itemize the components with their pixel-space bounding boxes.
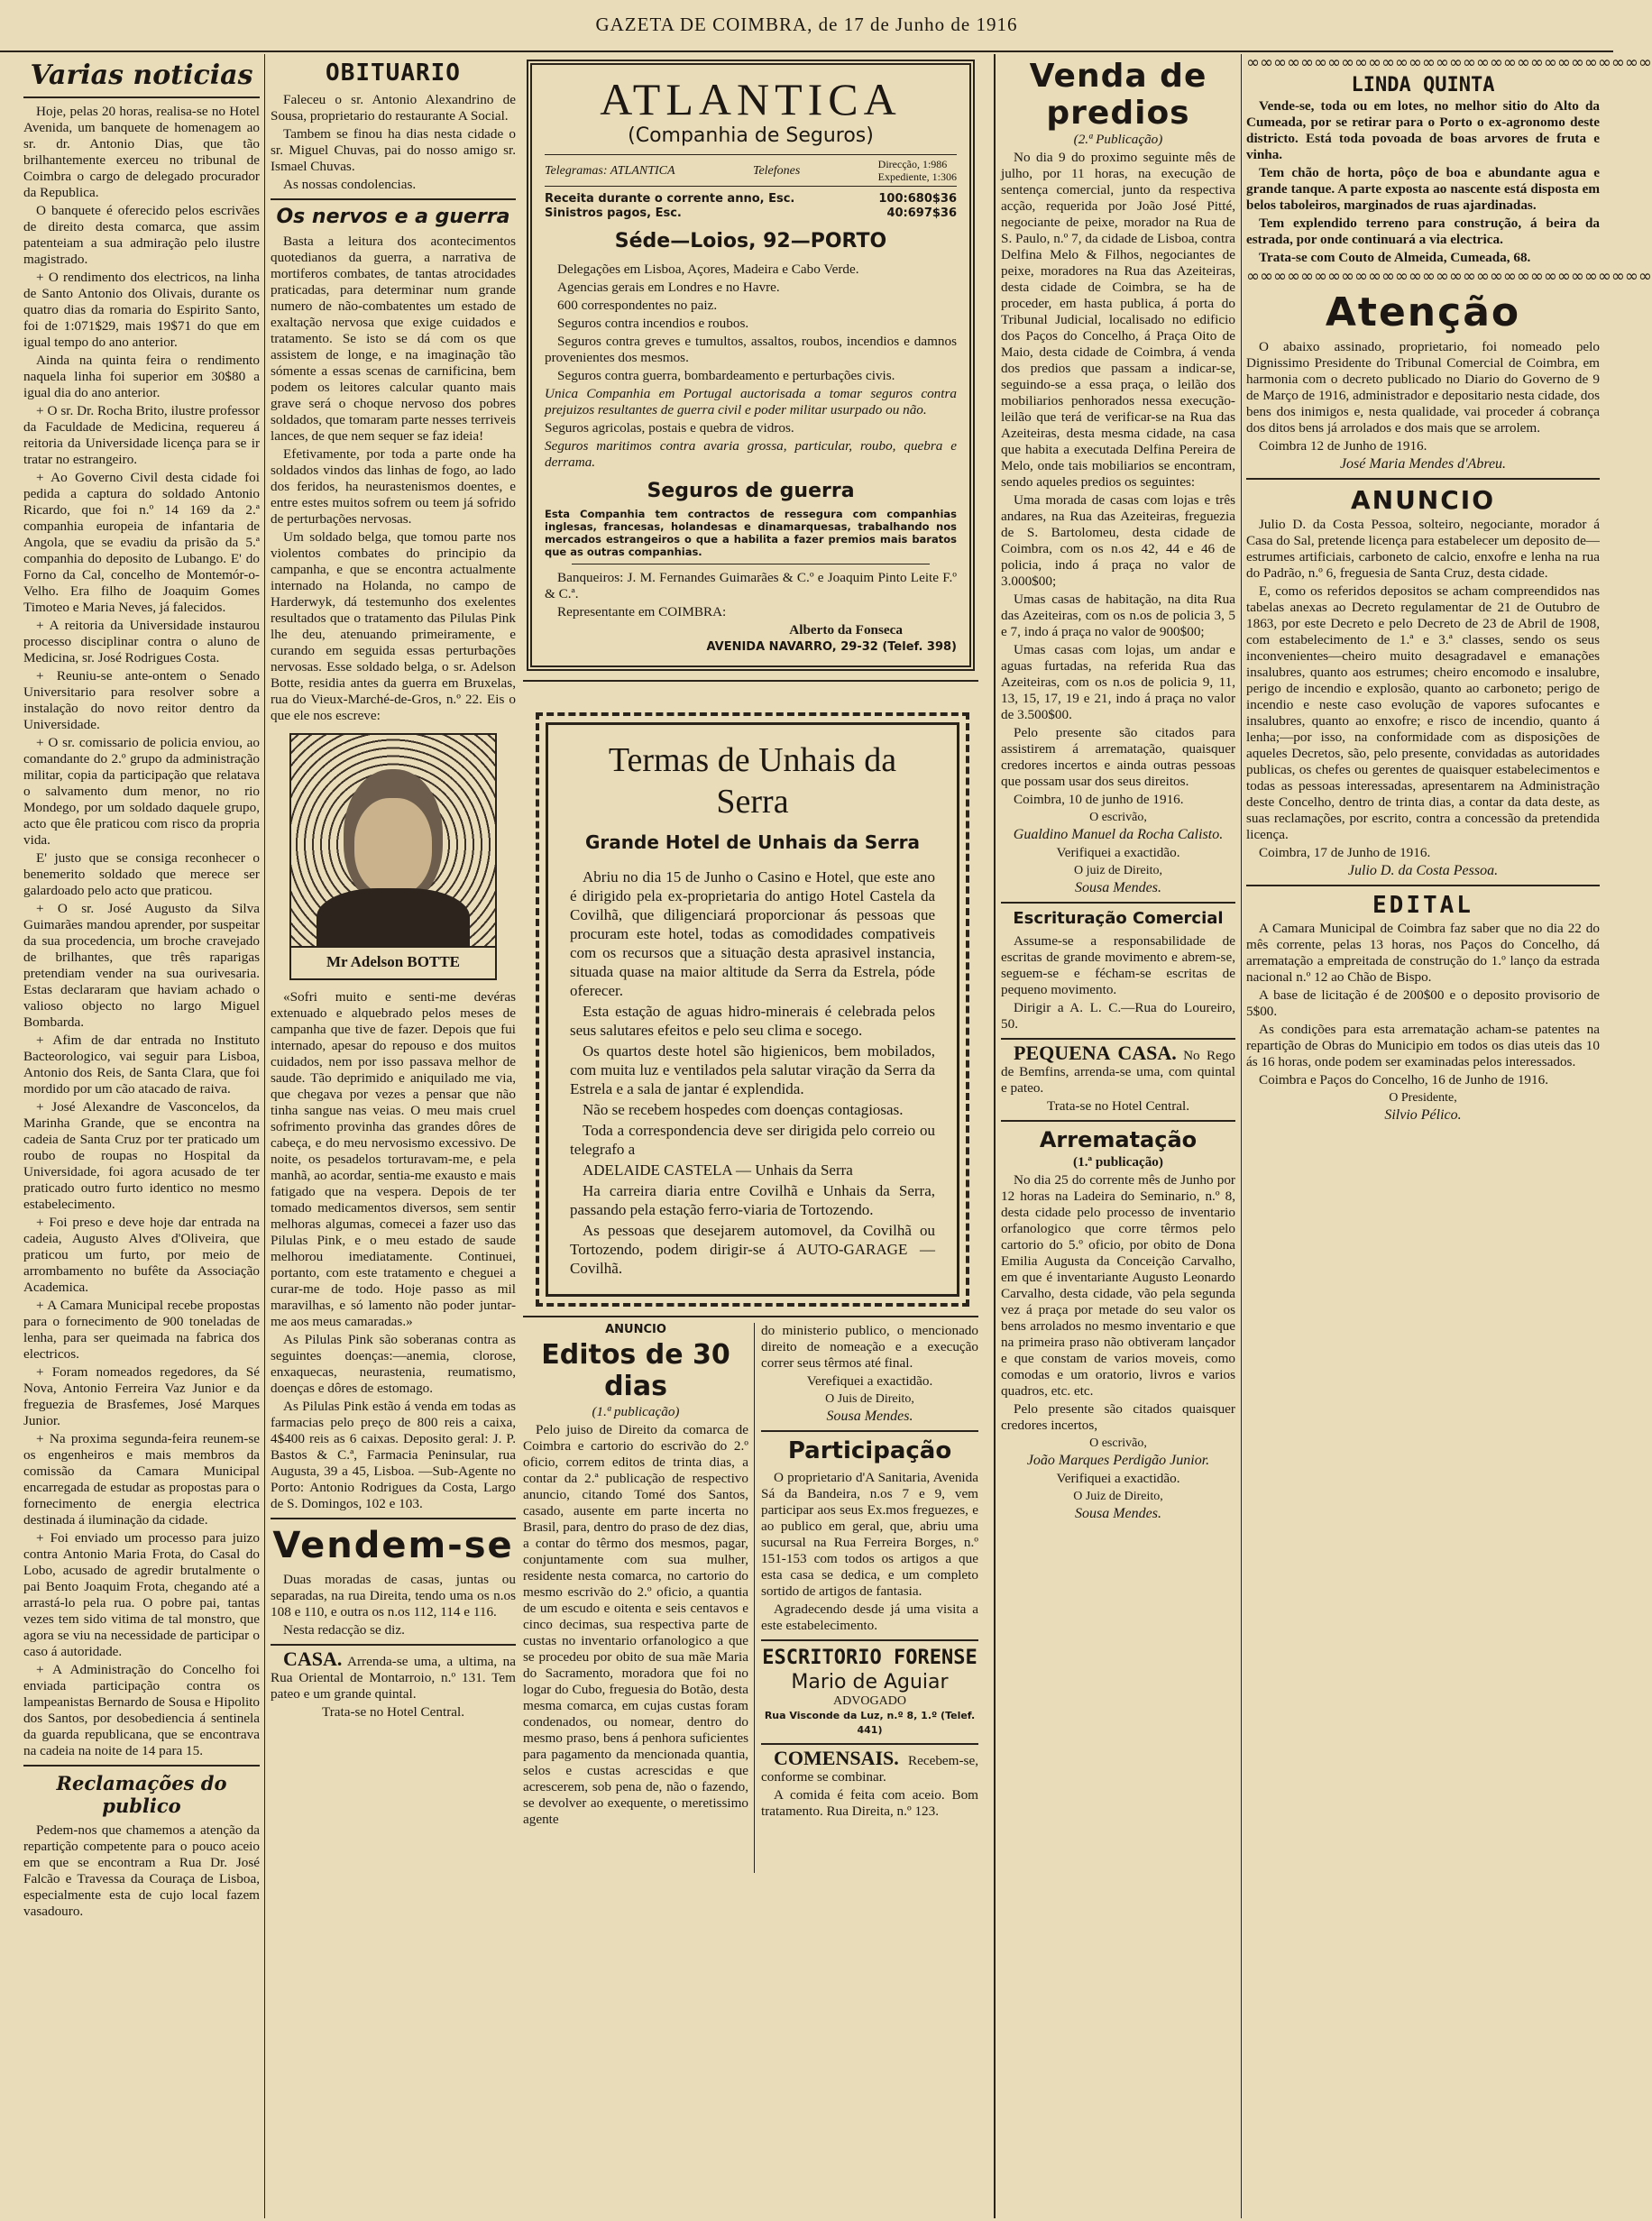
atlantica-banqueiros: Banqueiros: J. M. Fernandes Guimarães & C.º e Joaquim Pinto Leite F.º & C.ª.	[545, 570, 957, 601]
casa-text: Arrenda-se uma, a ultima, na Rua Oriental de Montarroio, n.º 131. Tem pateo e um grande quintal.	[271, 1654, 516, 1702]
venda-juiz: O juiz de Direito,	[1074, 864, 1162, 877]
paragraph: Efetivamente, por toda a parte onde ha soldados vindos das linhas de fogo, ao lado dos feridos, ha neurastenismos doentes, e entre estes muitos sofrem ou teem já sofrido de perturbações nervosas.	[271, 446, 516, 527]
editos-pub: (1.ª publicação)	[592, 1404, 680, 1419]
escritorio-title: ESCRITORIO FORENSE	[762, 1647, 977, 1669]
escritorio-name: Mario de Aguiar	[791, 1671, 949, 1693]
atlantica-lines	[545, 262, 957, 384]
escritorio-address: Rua Visconde da Luz, n.º 8, 1.º (Telef. 441)	[764, 1710, 976, 1736]
atlantica-representante: Representante em COIMBRA:	[557, 604, 727, 619]
editos-juiz: O Juis de Direito,	[825, 1392, 914, 1406]
atlantica-rep-address: AVENIDA NAVARRO, 29-32 (Telef. 398)	[706, 640, 957, 654]
receita-label: Receita durante o corrente anno, Esc.	[545, 192, 795, 206]
column-rule	[994, 54, 996, 2218]
paragraph: Trata-se com Couto de Almeida, Cumeada, 68.	[1259, 250, 1531, 265]
paragraph: Ha carreira diaria entre Covilhã e Unhais da Serra, passando pela estação ferro-viaria de Tortozendo.	[570, 1182, 935, 1218]
portrait-caption: Mr Adelson BOTTE	[291, 946, 495, 978]
paragraph: + A Camara Municipal recebe propostas para o fornecimento de 900 toneladas de lenha, para ser queimada na fabrica dos electricos.	[23, 1298, 260, 1362]
linda-body	[1246, 98, 1600, 266]
paragraph: Assume-se a responsabilidade de escritas de grande movimento e abrem-se, seguem-se e fécham-se escritas de pequeno movimento.	[1001, 933, 1235, 997]
arrematacao-verif: Verifiquei a exactidão.	[1056, 1471, 1180, 1486]
atlantica-receita	[545, 192, 957, 206]
column-3-lower	[523, 1323, 978, 1873]
paragraph: Julio D. da Costa Pessoa, solteiro, negociante, morador á Casa do Sal, pretende licença para estabelecer um deposito de—estrumes artificiais, carboneto de calcio, enxofre e lenha na rua do Padrão, n.º 6, freguesia de Santa Cruz, desta cidade.	[1246, 517, 1600, 581]
masthead	[0, 0, 1613, 52]
column-rule	[1241, 54, 1242, 2218]
paragraph: Delegações em Lisboa, Açores, Madeira e Cabo Verde.	[557, 262, 859, 277]
edital-title: EDITAL	[1372, 892, 1473, 919]
paragraph: Coimbra e Paços do Concelho, 16 de Junho de 1916.	[1259, 1072, 1548, 1088]
edital-pres: O Presidente,	[1389, 1091, 1457, 1105]
atlantica-subtitle: (Companhia de Seguros)	[628, 124, 874, 147]
termas-title: Termas de Unhais da Serra	[608, 741, 897, 821]
paragraph: Umas casas com lojas, um andar e aguas furtadas, na referida Rua das Azeiteiras, com os n.os de policia 9, 11, 13, 15, 17, 19 e 21, indo á praça no valor de 3.500$00.	[1001, 642, 1235, 722]
varias-title: Varias noticias	[30, 60, 253, 91]
editos-continued-block	[761, 1323, 978, 1822]
escritorio-role: ADVOGADO	[833, 1694, 906, 1708]
paragraph: O abaixo assinado, proprietario, foi nomeado pelo Dignissimo Presidente do Tribunal Comercial de Coimbra, em harmonia com o decreto publicado no Diario do Governo de 9 de Março de 1916, administrador e depositario nesta cidade, dos bens dos inimigos e, nesta qualidade, vai proceder á cobrança dos ditos bens já arrolados e dos mais que se arrolem.	[1246, 339, 1600, 436]
paragraph: A Camara Municipal de Coimbra faz saber que no dia 22 do mês corrente, pelas 13 horas, nos Paços do Concelho, dá arrematação a empreitada de construção do 1.º lanço da estrada nacional n.º 12 ao Chão de Bispo.	[1246, 921, 1600, 985]
paragraph: Esta estação de aguas hidro-minerais é celebrada pelos seus salutares efeitos e pelo seu clima e socego.	[570, 1003, 935, 1039]
paragraph: Abriu no dia 15 de Junho o Casino e Hotel, que este ano é dirigido pela ex-proprietaria do antigo Hotel Castela da Covilhã, que diligenciará proporcionar ás pessoas que procuram este hotel, todas as comodidades compativeis com os recursos que a situação desta aprasivel instancia, situada quase na maior altitude da Serra da Estrela, póde oferecer.	[570, 868, 935, 999]
comensais-text: Recebem-se, conforme se combinar.	[761, 1753, 978, 1785]
edital-pres-name: Silvio Pélico.	[1384, 1107, 1462, 1123]
portrait-image	[289, 733, 497, 980]
paragraph: As Pilulas Pink são soberanas contra as seguintes doenças:—anemia, clorose, enxaquecas, neurastenia, reumatismo, doenças e dôres de estomago.	[271, 1332, 516, 1396]
paragraph: + A Administração do Concelho foi enviada participação contra os lampeanistas Bernardo de Sousa e Hipolito dos Santos, por desobediencia á sentinela da guarda republicana, que se encontrava na cadeia na noite de 14 para 15.	[23, 1662, 260, 1758]
paragraph: Umas casas de habitação, na dita Rua das Azeiteiras, com os n.os de policia 3, 5 e 7, indo á praça no valor de 900$00;	[1001, 592, 1235, 639]
paragraph: Tambem se finou ha dias nesta cidade o sr. Miguel Chuvas, pai do nosso amigo sr. Ismael Chuvas.	[271, 126, 516, 174]
paragraph: Uma morada de casas com lojas e três andares, na Rua das Azeiteiras, freguezia de S. Bartolomeu, desta cidade de Coimbra, com os n.os 42, 44 e 46 de policia, indo á praça no valor de 3.000$00;	[1001, 492, 1235, 589]
atlantica-rep-name: Alberto da Fonseca	[789, 622, 903, 638]
paragraph: Seguros contra incendios e roubos.	[557, 316, 749, 331]
reclamacoes-title: Reclamações do publico	[56, 1772, 227, 1817]
arrematacao-title: Arrematação	[1039, 1127, 1198, 1152]
divider	[523, 1316, 978, 1317]
comensais-text2: A comida é feita com aceio. Bom tratamento. Rua Direita, n.º 123.	[761, 1787, 978, 1819]
anuncio-body	[1246, 517, 1600, 861]
atlantica-italic-note: Unica Companhia em Portugal auctorisada a tomar seguros contra prejuizos resultantes de guerra civil e poder militar usurpado ou não.	[545, 386, 957, 418]
atlantica-phone-numbers	[878, 158, 957, 183]
atencao-body	[1246, 339, 1600, 454]
column-4	[1001, 54, 1235, 2194]
paragraph: No dia 9 do proximo seguinte mês de julho, por 11 horas, na execução de sentença comercial, junto da respectiva acção, requerida por João José Pitté, negociante de peixe, morador na Rua de S. Paulo, n.º 7, da cidade de Lisboa, contra Delfina Melo & Filhos, negociantes de peixe, moradores na Rua das Azeiteiras, desta cidade de Coimbra, se ha de proceder, em hasta publica, á porta do Tribunal Judicial, localisado no edificio dos Paços do Concelho, á Praça Oito de Maio, desta cidade de Coimbra, á venda dos predios que passam a indicar-se, seguindo-se a essa praça, o leilão dos mobiliarios penhorados nessa execução-leilão que terá de verificar-se na Rua das Azeiteiras, desta mesma cidade, na casa que habita a executada Delfina Pereira de Melo, onde tais mobiliarios se encontram, sendo aqueles predios os seguintes:	[1001, 150, 1235, 490]
divider	[1246, 885, 1600, 886]
divider	[1001, 902, 1235, 904]
paragraph: Coimbra 12 de Junho de 1916.	[1259, 438, 1427, 454]
editos-continued: do ministerio publico, o mencionado direito de nomeação e a execução correr seus têrmos até final.	[761, 1323, 978, 1371]
paragraph: Pelo presente são citados quaisquer credores incertos,	[1001, 1401, 1235, 1433]
divider	[761, 1743, 978, 1745]
divider	[271, 198, 516, 200]
paragraph: Tem chão de horta, pôço de boa e abundante agua e grande tanque. A parte exposta ao nascente está disposta em belos taboleiros, marginados de ruas ajardinadas.	[1246, 165, 1600, 213]
divider	[23, 1765, 260, 1767]
paragraph: Duas moradas de casas, juntas ou separadas, na rua Direita, tendo uma os n.os 108 e 110, e outra os n.os 112, 114 e 116.	[271, 1572, 516, 1620]
divider	[1001, 1120, 1235, 1122]
paragraph: Faleceu o sr. Antonio Alexandrino de Sousa, proprietario do restaurante A Social.	[271, 92, 516, 124]
venda-title: Venda de predios	[1029, 58, 1207, 132]
divider	[23, 96, 260, 98]
sinistros-value: 40:697$36	[886, 206, 957, 220]
comensais-ad	[761, 1747, 978, 1785]
paragraph: + José Alexandre de Vasconcelos, da Marinha Grande, que se encontra na cadeia de Santa Cruz por ter praticado um roubo de roupas no Hospital da Universidade, foi agora acusado de ter praticado outro furto identico no mesmo estabelecimento.	[23, 1099, 260, 1212]
paragraph: E, como os referidos depositos se acham compreendidos nas tabelas anexas ao Decreto regulamentar de 21 de Outubro de 1863, por este Decreto e pelo Decreto de 23 de Abril de 1908, com estabelecimento de 1.ª e 3.ª classes, sendo os seus inconvenientes—cheiro muito desagradavel e emanações insalubres, quanto aos estrumes; cheiro encomodo e insalubre, perigo de incendio e explosão, quanto ao carboneto; perigo de incendio e neste caso evolução de vapores sufocantes e insalubres, quanto ao enxofre; e risco de incendio, quanto á lenha;—por isso, na conformidade com as disposições de aqueles Decretos, são, pelo presente, convidadas as autoridades publicas, os chefes ou gerentes de quaisquer estabelecimentos e todas as pessoas interessadas, apresentarem na Administração deste Concelho, dentro de trinta dias, a contar da data deste, as suas reclamações, por escrito, contra a concessão da pretendida licença.	[1246, 583, 1600, 842]
paragraph: Toda a correspondencia deve ser dirigida pelo correio ou telegrafo a	[570, 1122, 935, 1158]
paragraph: No dia 25 do corrente mês de Junho por 12 horas na Ladeira do Seminario, n.º 8, desta cidade pelo processo de inventario orfanologico que corre têrmos pelo cartorio do 5.º oficio, por obito de Dona Emilia Augusta da Conceição Carvalho, em que é inventariante Augusto Leonardo Carvalho, desta cidade, vão pela segunda vez á praça por metade do seu valor os bens arrolados no mesmo inventario e que na primeira praso não obtiveram lançador e que constam de varios moveis, como comodas e um oratorio, livros e varios quadros, etc. etc.	[1001, 1172, 1235, 1399]
pequena-note: Trata-se no Hotel Central.	[1046, 1098, 1190, 1114]
paragraph: Os quartos deste hotel são higienicos, bem mobilados, com muita luz e ventilados pela salutar viração da Serra da Estrela e a sala de jantar é explendida.	[570, 1042, 935, 1097]
paragraph: Dirigir a A. L. C.—Rua do Loureiro, 50.	[1001, 1000, 1235, 1032]
ornament-border-icon: ∞∞∞∞∞∞∞∞∞∞∞∞∞∞∞∞∞∞∞∞∞∞∞∞∞∞∞∞∞∞	[1246, 267, 1652, 286]
paragraph: Hoje, pelas 20 horas, realisa-se no Hotel Avenida, um banquete de homenagem ao sr. dr. Antonio Dias, que tão brilhantemente exerceu no tribunal de Coimbra o cargo de delegado procurador da Republica.	[23, 104, 260, 200]
paragraph: Nesta redacção se diz.	[283, 1622, 405, 1638]
paragraph: Coimbra, 17 de Junho de 1916.	[1259, 845, 1431, 860]
paragraph: O banquete é oferecido pelos escrivães de direito desta comarca, que assim patenteiam a sua admiração pelo ilustre magistrado.	[23, 203, 260, 267]
atlantica-ad	[527, 60, 975, 671]
editos-body	[523, 1422, 748, 1828]
seguros-guerra-title: Seguros de guerra	[647, 480, 855, 502]
nervos-title: Os nervos e a guerra	[276, 206, 510, 228]
divider	[1246, 478, 1600, 480]
atlantica-title: ATLANTICA	[600, 74, 902, 124]
paragraph: As Pilulas Pink estão á venda em todas as farmacias pelo preço de 800 reis a caixa, 4$400 reis as 6 caixas. Deposito geral: J. P. Bastos & C.ª, Farmacia Peninsular, rua Augusta, 39 a 45, Lisboa. —Sub-Agente no Porto: Antonio Rodrigues da Costa, Largo de S. Domingos, 102 e 103.	[271, 1399, 516, 1511]
atlantica-telefones: Telefones	[752, 163, 801, 178]
obituario-body	[271, 92, 516, 193]
atencao-title: Atenção	[1325, 289, 1521, 335]
paragraph: + Foi preso e deve hoje dar entrada na cadeia, Augusto Alves d'Oliveira, que praticou um furto, por meio de arrombamento no bufête da Associação Academica.	[23, 1215, 260, 1295]
paragraph: Pelo presente são citados para assistirem á arrematação, quaisquer credores incertos e ainda outras pessoas que possam usar dos seus direitos.	[1001, 725, 1235, 789]
venda-escrivao-name: Gualdino Manuel da Rocha Calisto.	[1013, 827, 1224, 842]
editos-verif: Verefiquei a exactidão.	[806, 1373, 933, 1389]
paragraph: Vende-se, toda ou em lotes, no melhor sitio do Alto da Cumeada, por se retirar para o Porto o ex-agronomo deste districto. Está toda povoada de boas arvores de fruta e vinha.	[1246, 98, 1600, 162]
paragraph: ADELAIDE CASTELA — Unhais da Serra	[583, 1161, 853, 1179]
venda-body	[1001, 150, 1235, 808]
ornament-border-icon: ∞∞∞∞∞∞∞∞∞∞∞∞∞∞∞∞∞∞∞∞∞∞∞∞∞∞∞∞∞∞	[1246, 53, 1652, 72]
paragraph: Seguros contra greves e tumultos, assaltos, roubos, incendios e damnos provenientes dos mesmos.	[545, 334, 957, 365]
column-1	[23, 54, 260, 2194]
paragraph: + A reitoria da Universidade instaurou processo disciplinar contra o aluno de Medicina, sr. José Rodrigues Costa.	[23, 618, 260, 665]
divider	[523, 680, 978, 682]
paragraph: + Foram nomeados regedores, da Sé Nova, Antonio Ferreira Vaz Junior e da freguezia de Brasfemes, José Marques Junior.	[23, 1364, 260, 1428]
editos-juiz-name: Sousa Mendes.	[826, 1409, 913, 1424]
atlantica-tel-expediente: Expediente, 1:306	[877, 170, 957, 183]
paragraph: + Foi enviado um processo para juizo contra Antonio Maria Frota, do Casal do Lobo, acusado de agredir brutalmente o pai Bento Joaquim Frota, chegando até a arrastá-lo pela rua. O pobre pai, tantas vezes tem sido vitima de tal monstro, que agora se viu na necessidade de participar o caso á autoridade.	[23, 1530, 260, 1659]
casa-note: Trata-se no Hotel Central.	[321, 1704, 465, 1720]
paragraph: + O rendimento dos electricos, na linha de Santo Antonio dos Olivais, durante os quatro dias da romaria do Espirito Santo, foi de 1:071$29, mais 19$71 do que em igual tempo do ano anterior.	[23, 270, 260, 350]
arrematacao-escrivao: O escrivão,	[1089, 1436, 1147, 1450]
column-2	[271, 54, 516, 2194]
obituario-title: OBITUARIO	[326, 60, 461, 87]
paragraph: A base de licitação é de 200$00 e o deposito provisorio de 5$00.	[1246, 987, 1600, 1019]
reclamacoes-body	[23, 1822, 260, 1920]
paragraph: Coimbra, 10 de junho de 1916.	[1014, 792, 1184, 807]
paragraph: Pedem-nos que chamemos a atenção da repartição competente para o pouco aceio em que se encontram a Rua Dr. José Falcão e Travessa da Couraça de Lisboa, especialmente esta de cujo local fazem vasadouro.	[23, 1822, 260, 1919]
divider	[271, 1518, 516, 1519]
paragraph: + Reuniu-se ante-ontem o Senado Universitario para resolver sobre a instalação do novo reitor dentro da Universidade.	[23, 668, 260, 732]
anuncio-title: ANUNCIO	[1350, 485, 1496, 515]
arrematacao-body	[1001, 1172, 1235, 1434]
arrematacao-pub: (1.ª publicação)	[1073, 1154, 1163, 1170]
paragraph: As nossas condolencias.	[283, 177, 417, 192]
pequena-text: No Rego de Bemfins, arrenda-se uma, com quintal e pateo.	[1001, 1048, 1236, 1096]
arrematacao-escrivao-name: João Marques Perdigão Junior.	[1026, 1453, 1210, 1468]
column-rule	[754, 1323, 755, 1873]
escrituracao-body	[1001, 933, 1235, 1032]
nervos-body-continued	[271, 989, 516, 1512]
edital-body	[1246, 921, 1600, 1088]
paragraph: Tem explendido terreno para construção, á beira da estrada, por onde continuará a via electrica.	[1246, 216, 1600, 247]
portrait-face	[354, 798, 432, 895]
seguros-guerra-text: Esta Companhia tem contractos de ressegura com companhias inglesas, francesas, holandesas e dinamarquesas, trabalhando nos mercados estrangeiros o que a habilita a fazer premios mais baratos que as outras companhias.	[545, 508, 957, 558]
paragraph: Ainda na quinta feira o rendimento naquela linha foi superior em 30$80 a igual dia do ano anterior.	[23, 353, 260, 400]
arrematacao-juiz: O Juiz de Direito,	[1073, 1490, 1163, 1503]
paragraph: + Na proxima segunda-feira reunem-se os engenheiros e mais membros da comissão da Camara Municipal encarregada de estudar as propostas para o fornecimento de energia electrica destinada á iluminação da cidade.	[23, 1431, 260, 1528]
editos-title: Editos de 30 dias	[541, 1339, 730, 1402]
pequena-ad	[1001, 1042, 1236, 1097]
venda-juiz-name: Sousa Mendes.	[1075, 880, 1161, 895]
linda-title: LINDA QUINTA	[1351, 74, 1495, 96]
divider	[761, 1430, 978, 1432]
venda-escrivao: O escrivão,	[1089, 811, 1147, 824]
arrematacao-juiz-name: Sousa Mendes.	[1075, 1506, 1161, 1521]
editos-kicker: ANUNCIO	[605, 1323, 666, 1336]
receita-value: 100:680$36	[878, 192, 957, 206]
vendem-title: Vendem-se	[272, 1525, 514, 1566]
atlantica-sinistros	[545, 206, 957, 221]
paragraph: «Sofri muito e senti-me devéras extenuado e alquebrado pelos meses de campanha que tive de fazer. Depois que fui internado, apesar do repouso e dos muitos cuidados, nem por isso passava melhor de saude. Tão deprimido e aniquilado me via, que chegava por vezes a pensar que não tinha sangue nas veias. O meu mais cruel sofrimento provinha das grandes dôres de cabeça, e do meu nervosismo excessivo. De noite, os pesadelos torturavam-me, e pela manhã, ao acordar, sentia-me exausto e mais fatigado que na vespera. Depois de ter tomado medicamentos diversos, sem sentir melhoras algumas, comecei a fazer uso das Pilulas Pink, e o meu estado de saude melhorou imediatamente. Continuei, portanto, com este tratamento e cheguei a curar-me de todo. Hoje passo as mil maravilhas, e só lamento não poder juntar-me aos meus camaradas.»	[271, 989, 516, 1329]
paragraph: As pessoas que desejarem automovel, da Covilhã ou Tortozendo, podem dirigir-se á AUTO-GARAGE — Covilhã.	[570, 1222, 935, 1277]
paragraph: + Afim de dar entrada no Instituto Bacteorologico, vai seguir para Lisboa, Antonio dos Reis, de Santa Clara, que foi mordido por um cão atacado de raiva.	[23, 1032, 260, 1097]
atlantica-telegramas: Telegramas: ATLANTICA	[545, 163, 675, 178]
nervos-body	[271, 234, 516, 724]
venda-pub: (2.ª Publicação)	[1073, 132, 1163, 147]
termas-subtitle: Grande Hotel de Unhais da Serra	[584, 831, 921, 853]
escrituracao-title: Escrituração Comercial	[1013, 909, 1224, 928]
paragraph: Agradecendo desde já uma visita a este estabelecimento.	[761, 1602, 978, 1633]
vendem-body	[271, 1572, 516, 1638]
participacao-body	[761, 1470, 978, 1634]
paragraph: 600 correspondentes no paiz.	[557, 298, 718, 313]
anuncio-sig: Julio D. da Costa Pessoa.	[1347, 863, 1499, 878]
paragraph: As condições para esta arrematação acham-se patentes na repartição de Obras do Municipio em todos os dias uteis das 10 ás 16 horas, onde podem ser examinadas pelos interessados.	[1246, 1022, 1600, 1069]
paragraph: Basta a leitura dos acontecimentos quotedianos da guerra, a narrativa de mortiferos combates, de tantas atrocidades praticadas, para determinar num grande numero de não-combatentes um estado de exaltação nervosa que exige cuidados e tratamento. Se isto se dá com os que assistem de longe, e na imaginação tão sómente a essas scenas de carnificina, bem podem os leitores calcular quanto mais grave será o choque nervoso dos pobres soldados, que tomaram parte nesses terriveis lances, de que nem sequer se faz ideia!	[271, 234, 516, 444]
column-5	[1246, 53, 1652, 2194]
paragraph: Agencias gerais em Londres e no Havre.	[557, 280, 780, 295]
paragraph: Um soldado belga, que tomou parte nos violentos combates do principio da campanha, e que se encontra actualmente internado na Holanda, no campo de Harderwyk, dá testemunho dos exelentes resultados que o tratamento das Pilulas Pink lhe deu, atenuando primeiramente, e curando em seguida essas perturbações nervosas. Esse soldado belga, o sr. Adelson Botte, residia antes da guerra em Bruxelas, rua do Vieux-Marché-de-Gros, n.º 22. Eis o que ele nos escreve:	[271, 529, 516, 723]
comensais-lead: COMENSAIS.	[774, 1747, 899, 1769]
paragraph: Pelo juiso de Direito da comarca de Coimbra e cartorio do escrivão do 2.º oficio, correm editos de trinta dias, a contar da 2.ª publicação de respectivo anuncio, citando Tomé dos Santos, casado, ausente em parte incerta no Brasil, para, dentro do praso de dez dias, a contar do têrmo dos mesmos, pagar, conjuntamente com sua mulher, residente nesta comarca, no cartorio do mesmo escrivão do 2.º oficio, a quantia de um escudo e oitenta e seis centavos e cinco decimas, sua respectiva parte de custas no inventario orfanologico a que se procedeu por obito de sua mãe Maria do Sacramento, moradora que foi no logar do Cubo, freguesia do Botão, desta mesma comarca, em cujas custas foram condenados, ou nomear, dentro do mesmo praso, bens á penhora suficientes para pagamento da mencionada quantia, selos e custas acrescidas e que acrescerem, sob pena de, não o fazendo, se devolver ao exequente, o meretissimo agente	[523, 1422, 748, 1827]
paragraph: Não se recebem hospedes com doenças contagiosas.	[583, 1101, 904, 1118]
pequena-lead: PEQUENA CASA.	[1014, 1042, 1177, 1064]
participacao-title: Participação	[787, 1437, 952, 1464]
atlantica-tel-direcao: Direcção, 1:986	[877, 158, 948, 170]
casa-ad	[271, 1647, 516, 1702]
termas-ad	[536, 712, 969, 1307]
paragraph: E' justo que se consiga reconhecer o benemerito soldado que merece ser galardoado pelo acto que praticou.	[23, 850, 260, 898]
termas-body	[570, 867, 935, 1278]
varias-body	[23, 104, 260, 1759]
casa-lead: CASA.	[283, 1647, 343, 1670]
paragraph: + Ao Governo Civil desta cidade foi pedida a captura do soldado Antonio Ricardo, que foi n.º 14 169 da 2.ª companhia europeia de infantaria de Angola, que se evadiu da prisão da 5.ª companhia do deposito de Lubango. E' do Forno da Cal, concelho de Montemór-o-Velho. Era filho de Joaquim Gomes Timoteo e Maria Neves, já falecidos.	[23, 470, 260, 615]
divider	[761, 1639, 978, 1641]
atlantica-sede: Séde—Loios, 92—PORTO	[614, 230, 887, 252]
atlantica-agricolas: Seguros agricolas, postais e quebra de vidros.	[545, 420, 794, 436]
sinistros-label: Sinistros pagos, Esc.	[545, 206, 682, 220]
venda-verif: Verifiquei a exactidão.	[1056, 845, 1180, 860]
paragraph: + O sr. comissario de policia enviou, ao comandante do 2.º grupo da administração militar, copia da participação que relatava o salvamento dum menor, no rio Mondego, por um soldado daquele grupo, acto que êle praticou com risco da propria vida.	[23, 735, 260, 848]
paragraph: O proprietario d'A Sanitaria, Avenida Sá da Bandeira, n.os 7 e 9, vem participar aos seus Ex.mos freguezes, e ao publico em geral, que, abriu uma sucursal na Rua Ferreira Borges, n.º 151-153 com todos os artigos a que esta casa se dedica, e um completo sortido de artigos de fantasia.	[761, 1470, 978, 1599]
atlantica-contacts	[545, 154, 957, 187]
paragraph: + O sr. José Augusto da Silva Guimarães mandou aprender, por suspeitar da sua procedencia, um broche cravejado de brilhantes, que três raparigas pretendiam vender na sua ourivesaria. Estas declararam que haviam achado o valioso objecto no largo Miguel Bombarda.	[23, 901, 260, 1030]
editos-block	[523, 1323, 748, 1830]
paragraph: Seguros contra guerra, bombardeamento e perturbações civis.	[557, 368, 895, 383]
masthead-title: GAZETA DE COIMBRA, de 17 de Junho de 1916	[595, 14, 1018, 35]
atencao-sig: José Maria Mendes d'Abreu.	[1339, 456, 1507, 472]
column-rule	[264, 54, 265, 2218]
divider	[1001, 1038, 1235, 1040]
paragraph: + O sr. Dr. Rocha Brito, ilustre professor da Faculdade de Medicina, requereu á reitoria da Universidade licença para se ir tratar no estrangeiro.	[23, 403, 260, 467]
column-3	[523, 54, 978, 2194]
divider	[271, 1644, 516, 1646]
atlantica-maritimos: Seguros maritimos contra avaria grossa, particular, roubo, quebra e derrama.	[545, 438, 957, 470]
